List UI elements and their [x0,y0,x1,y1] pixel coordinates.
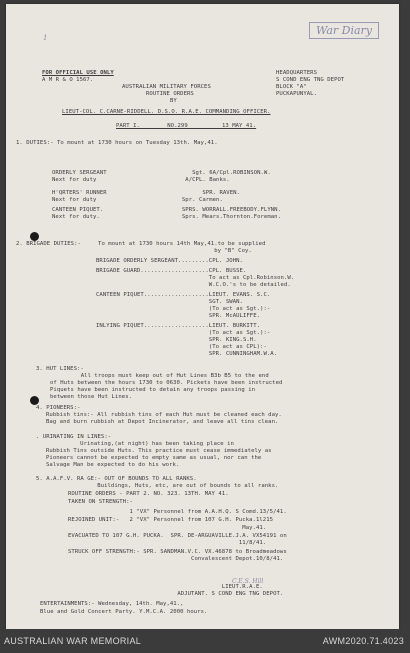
order-line: CANTEEN PIQUET...................LIEUT. EVANS. S.C. [96,292,271,298]
order-line: May.41. [68,525,267,531]
order-line: Next for duty Spr. Carmen. [52,197,223,203]
order-line: between those Hut Lines. [50,394,133,400]
hq-line-3: BLOCK "A" [276,84,307,90]
order-line: (To act as Sgt.):- [96,330,271,336]
order-line: 4. PIONEERS:- [36,405,81,411]
order-line: 1. DUTIES:- To mount at 1730 hours on Tuesday 13th. May,41. [16,140,218,146]
footer-institution: AUSTRALIAN WAR MEMORIAL [4,636,142,646]
order-line: 3. HUT LINES:- [36,366,84,372]
order-line: BRIGADE GUARD....................CPL. BUSSE. [96,268,247,274]
hq-line-1: HEADQUARTERS [276,70,318,76]
order-line: SGT. SWAN. [96,299,243,305]
org-title: AUSTRALIAN MILITARY FORCES [122,84,211,90]
order-line: Next for duty. Sprs. Mears.Thornton.Foreman. [52,214,281,220]
orders-by: BY [170,98,177,104]
order-line: All troops must keep out of Hut Lines B3b B5 to the end [50,373,269,379]
order-line: Rubbish tins:- All rubbish tins of each Hut must be cleaned each day. [46,412,282,418]
order-line: To act as Cpl.Robinson.W. [96,275,295,281]
order-line: Bag and burn rubbish at Depot Incinerator, and leave all tins clean. [46,419,279,425]
order-line: INLYING PIQUET...................LIEUT. BURKITT. [96,323,261,329]
order-line: ADJUTANT. S COND ENG TNG DEPOT. [68,591,284,597]
order-line: . URINATING IN LINES:- [36,434,112,440]
part-number-line: PART I. NO.299 13 MAY 41. [116,123,257,129]
order-line: Convalescent Depot.10/8/41. [68,556,284,562]
order-line: H'QRTERS' RUNNER SPR. RAVEN. [52,190,240,196]
order-line: 5. A.A.F.V. RA GE:- OUT OF BOUNDS TO ALL RANKS. [36,476,197,482]
order-line: 11/8/41. [68,540,267,546]
hq-line-2: S COND ENG TNG DEPOT [276,77,345,83]
order-line: Piquets have been instructed to detain any troops passing in [50,387,256,393]
orders-title: ROUTINE ORDERS [146,91,194,97]
order-line: REJOINED UNIT:- 2 "VX" Personnel from 107 G.H. Pucka.1l215 [68,517,274,523]
order-line: 2. BRIGADE DUTIES:- To mount at 1730 hours 14th May,41.to be supplied [16,241,266,247]
order-line: of Huts between the hours 1730 to 0630. Pickets have been instructed [50,380,283,386]
classification-line: FOR OFFICIAL USE ONLY [42,70,114,76]
order-line: SPR. KING.S.H. [96,337,257,343]
order-line: ENTERTAINMENTS:- Wednesday, 14th. May,41., [40,601,184,607]
order-line: ROUTINE ORDERS - PART 2. NO. 323. 13TH. MAY 41. [68,491,229,497]
page-number: 1 [43,34,48,42]
order-line: BRIGADE ORDERLY SERGEANT.........CPL. JOHN. [96,258,243,264]
order-line: Urinating,(at night) has been taking place in [46,441,234,447]
commanding-officer: LIEUT-COL. C.CARNE-RIDDELL. D.S.O. R.A.E. COMMANDING OFFICER. [62,109,271,115]
order-line: Rubbish Tins outside Huts. This practice must cease immediately as [46,448,272,454]
document-page [6,4,399,629]
war-diary-stamp: War Diary [309,22,379,39]
archive-footer [0,629,410,653]
order-line: EVACUATED TO 107 G.H. PUCKA. SPR. DE-ARGUAVILLE.J.A. VX54191 on [68,533,287,539]
order-line: Next for duty A/CPL. Banks. [52,177,230,183]
order-line: SPR. McAULIFFE. [96,313,261,319]
punch-hole-bottom [30,396,39,405]
adjutant-signature: C.E.S. Hill [232,578,264,585]
footer-accession: AWM2020.71.4023 [322,636,404,646]
order-line: Buildings, Huts, etc, are out of bounds to all ranks. [46,483,279,489]
order-line: CANTEEN PIQUET. SPRS. WORRALL.FREEBODY.FLYNN. [52,207,281,213]
order-line: (To act as Sgt.):- [96,306,271,312]
order-line: LIEUT.R.A.E. [68,584,263,590]
order-line: Pioneers cannot be expected to empty same as usual, nor can the [46,455,262,461]
order-line: Salvage Man be expected to do his work. [46,462,180,468]
order-line: SPR. CUNNINGHAM.W.A. [96,351,278,357]
order-line: 1 "VX" Personnel from A.A.H.Q. S Comd.13/5/41. [68,509,287,515]
order-line: by "B" Coy. [16,248,252,254]
punch-hole-top [30,232,39,241]
order-line: TAKEN ON STRENGTH:- [68,499,133,505]
order-line: W.C.O.'s to be detailed. [96,282,291,288]
order-line: (To act as CPL):- [96,344,267,350]
form-number: A M R & O 1567. [42,77,94,83]
hq-line-4: PUCKAPUNYAL. [276,91,318,97]
order-line: Blue and Gold Concert Party. Y.M.C.A. 2000 hours. [40,609,208,615]
order-line: ORDERLY SERGEANT Sgt. 6A/Cpl.ROBINSON.W. [52,170,271,176]
order-line: STRUCK OFF STRENGTH:- SPR. SANDMAN.V.C. VX.46878 to Broadmeadows [68,549,287,555]
